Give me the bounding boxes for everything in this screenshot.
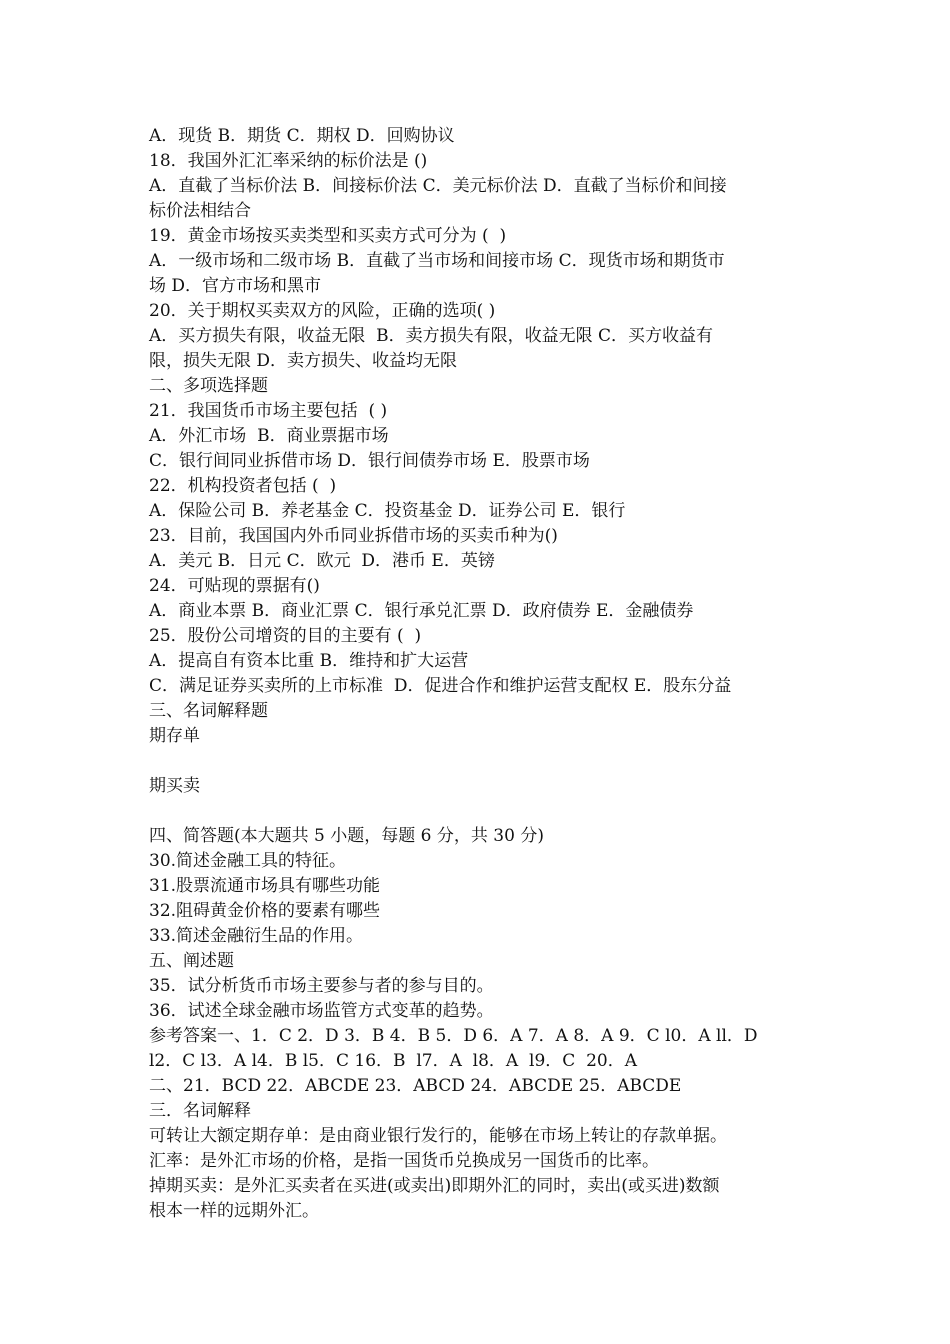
- text-line: A．商业本票 B．商业汇票 C．银行承兑汇票 D．政府债券 E．金融债券: [149, 601, 694, 621]
- text-line: 五、阐述题: [149, 951, 234, 971]
- text-line: A．外汇市场 B．商业票据市场: [149, 426, 389, 446]
- text-line: 根本一样的远期外汇。: [149, 1201, 319, 1221]
- text-line: A．保险公司 B．养老基金 C．投资基金 D．证券公司 E．银行: [149, 501, 626, 521]
- text-line: l2．C l3．A l4．B l5．C 16．B l7．A l8．A l9．C 20．A: [149, 1051, 637, 1071]
- text-line: A．买方损失有限，收益无限 B．卖方损失有限，收益无限 C．买方收益有: [149, 326, 713, 346]
- text-line: 30.简述金融工具的特征。: [149, 851, 347, 871]
- text-line: 19．黄金市场按买卖类型和买卖方式可分为 ( ): [149, 226, 507, 246]
- text-line: 18．我国外汇汇率采纳的标价法是 (): [149, 151, 428, 171]
- text-line: 24．可贴现的票据有(): [149, 576, 320, 596]
- text-line: 二、21．BCD 22．ABCDE 23．ABCD 24．ABCDE 25．ABCDE: [149, 1076, 682, 1096]
- text-line: A．一级市场和二级市场 B．直截了当市场和间接市场 C．现货市场和期货市: [149, 251, 725, 271]
- text-line: 21．我国货币市场主要包括 ( ): [149, 401, 388, 421]
- text-line: 期买卖: [149, 776, 200, 796]
- text-line: 32.阻碍黄金价格的要素有哪些: [149, 901, 381, 921]
- text-line: 31.股票流通市场具有哪些功能: [149, 876, 381, 896]
- text-line: 23．目前，我国国内外币同业拆借市场的买卖币种为(): [149, 526, 558, 546]
- text-line: 三．名词解释: [149, 1101, 251, 1121]
- text-line: 掉期买卖：是外汇买卖者在买进(或卖出)即期外汇的同时，卖出(或买进)数额: [149, 1176, 720, 1196]
- text-line: A．现货 B．期货 C．期权 D．回购协议: [149, 126, 455, 146]
- text-line: A．提高自有资本比重 B．维持和扩大运营: [149, 651, 469, 671]
- text-line: [149, 749, 799, 774]
- text-line: 限，损失无限 D．卖方损失、收益均无限: [149, 351, 458, 371]
- text-line: 汇率：是外汇市场的价格，是指一国货币兑换成另一国货币的比率。: [149, 1151, 659, 1171]
- text-line: A．美元 B．日元 C．欧元 D．港币 E．英镑: [149, 551, 495, 571]
- text-line: 36．试述全球金融市场监管方式变革的趋势。: [149, 1001, 494, 1021]
- text-line: 可转让大额定期存单：是由商业银行发行的，能够在市场上转让的存款单据。: [149, 1126, 727, 1146]
- text-line: 参考答案一、1．C 2．D 3．B 4．B 5．D 6．A 7．A 8．A 9．C l0．A ll．D: [149, 1026, 758, 1046]
- text-line: 22．机构投资者包括 ( ): [149, 476, 337, 496]
- text-line: 25．股份公司增资的目的主要有 ( ): [149, 626, 422, 646]
- text-line: 场 D．官方市场和黑市: [149, 276, 322, 296]
- text-line: 二、多项选择题: [149, 376, 268, 396]
- text-line: [149, 799, 799, 824]
- text-line: C．银行间同业拆借市场 D．银行间债券市场 E．股票市场: [149, 451, 590, 471]
- text-line: 33.简述金融衍生品的作用。: [149, 926, 364, 946]
- text-line: A．直截了当标价法 B．间接标价法 C．美元标价法 D．直截了当标价和间接: [149, 176, 727, 196]
- text-line: 标价法相结合: [149, 201, 251, 221]
- document-body: [149, 124, 799, 1224]
- text-line: 期存单: [149, 726, 200, 746]
- text-line: 四、简答题(本大题共 5 小题，每题 6 分，共 30 分): [149, 826, 544, 846]
- text-line: 35．试分析货币市场主要参与者的参与目的。: [149, 976, 494, 996]
- text-line: C．满足证券买卖所的上市标准 D．促进合作和维护运营支配权 E．股东分益: [149, 676, 732, 696]
- text-line: 20．关于期权买卖双方的风险，正确的选项( ): [149, 301, 496, 321]
- text-line: 三、名词解释题: [149, 701, 268, 721]
